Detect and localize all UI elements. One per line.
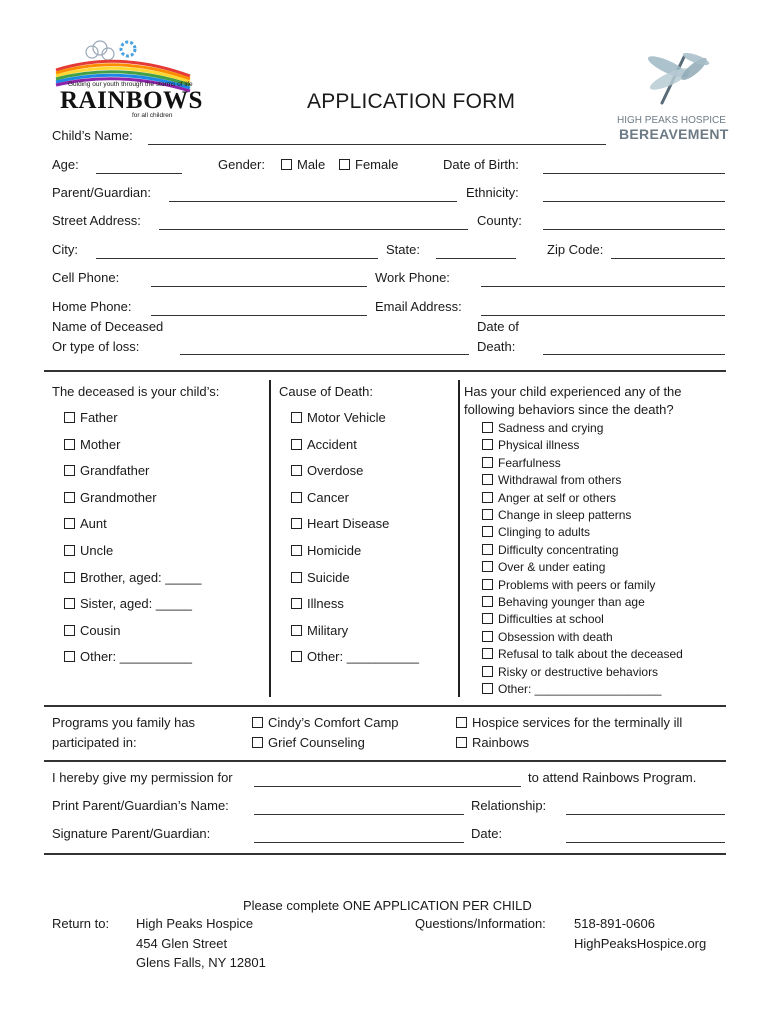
deceased-label-line2: Or type of loss: [52, 339, 140, 354]
checkbox[interactable] [291, 598, 302, 609]
programs-label-line2: participated in: [52, 735, 137, 750]
checkbox[interactable] [64, 439, 75, 450]
checkbox[interactable] [482, 439, 493, 450]
relation-label: Grandmother [80, 489, 157, 505]
female-checkbox[interactable] [339, 159, 350, 170]
cause-label: Suicide [307, 569, 350, 585]
relation-option[interactable] [64, 410, 118, 426]
checkbox[interactable] [64, 598, 75, 609]
state-label: State: [386, 242, 420, 257]
checkbox[interactable] [64, 545, 75, 556]
childs-name-label: Child’s Name: [52, 128, 133, 143]
behavior-option[interactable] [482, 491, 616, 506]
relation-label: Sister, aged: _____ [80, 596, 193, 612]
work-phone-field[interactable] [481, 286, 725, 287]
hph-logo-line1: HIGH PEAKS HOSPICE [617, 115, 726, 126]
program-label: Grief Counseling [268, 735, 365, 750]
checkbox[interactable] [64, 572, 75, 583]
state-field[interactable] [436, 258, 516, 259]
cause-option[interactable] [291, 623, 348, 639]
checkbox[interactable] [482, 631, 493, 642]
date-of-death-field[interactable] [543, 354, 725, 355]
behavior-label: Over & under eating [498, 560, 606, 575]
gender-male-option[interactable] [281, 157, 325, 173]
behavior-option[interactable] [482, 525, 590, 540]
checkbox[interactable] [482, 526, 493, 537]
behavior-label: Anger at self or others [498, 490, 617, 505]
page-title: APPLICATION FORM [307, 90, 516, 113]
street-field[interactable] [159, 229, 468, 230]
relation-option[interactable] [64, 463, 149, 479]
relation-label: Grandfather [80, 463, 150, 479]
relation-label: Uncle [80, 543, 114, 558]
cause-option[interactable] [291, 570, 350, 586]
relation-option[interactable] [64, 490, 157, 506]
cause-label: Heart Disease [307, 516, 390, 532]
relation-label: Other: __________ [80, 649, 193, 665]
cause-option[interactable] [291, 649, 419, 665]
rainbows-name: RAINBOWS [60, 87, 203, 114]
checkbox[interactable] [482, 474, 493, 485]
dob-field[interactable] [543, 173, 725, 174]
relation-option[interactable] [64, 543, 113, 559]
cause-option[interactable] [291, 410, 386, 426]
behavior-option[interactable] [482, 647, 683, 662]
high-peaks-logo [614, 45, 729, 145]
checkbox[interactable] [482, 492, 493, 503]
print-name-label: Print Parent/Guardian’s Name: [52, 798, 229, 813]
behavior-label: Obsession with death [498, 629, 613, 644]
checkbox[interactable] [482, 544, 493, 555]
checkbox[interactable] [252, 737, 263, 748]
checkbox[interactable] [64, 492, 75, 503]
behavior-label: Clinging to adults [498, 525, 591, 540]
checkbox[interactable] [64, 412, 75, 423]
behavior-option[interactable] [482, 438, 579, 453]
permission-child-field[interactable] [254, 786, 521, 787]
programs-label-line1: Programs you family has [52, 715, 196, 730]
checkbox[interactable] [291, 545, 302, 556]
behavior-option[interactable] [482, 543, 619, 558]
cell-phone-label: Cell Phone: [52, 270, 120, 285]
cause-option[interactable] [291, 463, 363, 479]
cause-label: Overdose [307, 463, 364, 479]
relation-label: Aunt [80, 516, 107, 532]
date-of-death-label-line1: Date of [477, 319, 519, 334]
checkbox[interactable] [291, 465, 302, 476]
cause-label: Motor Vehicle [307, 410, 386, 425]
cause-option[interactable] [291, 516, 389, 532]
checkbox[interactable] [252, 717, 263, 728]
behavior-option[interactable] [482, 508, 631, 523]
relation-option[interactable] [64, 596, 192, 612]
behavior-option[interactable] [482, 612, 604, 627]
rainbows-logo [50, 38, 212, 120]
relation-option[interactable] [64, 516, 107, 532]
checkbox[interactable] [291, 572, 302, 583]
checkbox[interactable] [456, 717, 467, 728]
column-divider [458, 380, 460, 697]
home-phone-field[interactable] [151, 315, 367, 316]
checkbox[interactable] [482, 666, 493, 677]
dob-label: Date of Birth: [443, 157, 519, 172]
rainbows-tagline: Guiding our youth through the storms of life [68, 81, 193, 88]
cause-label: Homicide [307, 543, 362, 558]
email-label: Email Address: [375, 299, 462, 314]
male-checkbox[interactable] [281, 159, 292, 170]
county-label: County: [477, 213, 522, 228]
program-label: Hospice services for the terminally ill [472, 715, 683, 730]
behavior-label: Sadness and crying [498, 421, 604, 435]
behavior-label: Problems with peers or family [498, 577, 656, 592]
checkbox[interactable] [64, 625, 75, 636]
email-field[interactable] [481, 315, 725, 316]
checkbox[interactable] [482, 683, 493, 694]
relation-option[interactable] [64, 623, 120, 639]
behavior-label: Behaving younger than age [498, 595, 645, 609]
parent-guardian-label: Parent/Guardian: [52, 185, 152, 200]
male-label: Male [297, 157, 326, 172]
behavior-label: Difficulty concentrating [498, 542, 619, 557]
phone-number: 518-891-0606 [574, 916, 655, 931]
footer-note: Please complete ONE APPLICATION PER CHILD [243, 898, 532, 913]
return-to-label: Return to: [52, 916, 110, 931]
behaviors-heading-line2: following behaviors since the death? [464, 402, 674, 417]
behavior-option[interactable] [482, 456, 561, 471]
checkbox[interactable] [291, 625, 302, 636]
permission-suffix: to attend Rainbows Program. [528, 770, 697, 785]
cause-option[interactable] [291, 437, 357, 453]
gender-label: Gender: [218, 157, 265, 172]
county-field[interactable] [543, 229, 725, 230]
age-label: Age: [52, 157, 79, 172]
cause-option[interactable] [291, 596, 344, 612]
behavior-label: Difficulties at school [498, 612, 604, 627]
cause-label: Military [307, 622, 349, 638]
city-field[interactable] [96, 258, 378, 259]
behavior-label: Refusal to talk about the deceased [498, 647, 683, 662]
relation-label: Father [80, 410, 118, 425]
relation-option[interactable] [64, 437, 120, 453]
checkbox[interactable] [482, 596, 493, 607]
column-divider [269, 380, 271, 697]
cause-label: Cancer [307, 489, 349, 505]
date-of-death-label-line2: Death: [477, 339, 516, 354]
signature-field[interactable] [254, 842, 464, 843]
childs-name-field[interactable] [148, 144, 606, 145]
female-label: Female [355, 157, 399, 172]
rainbows-subtitle: for all children [132, 112, 173, 119]
deceased-field[interactable] [180, 354, 469, 355]
relationship-field[interactable] [566, 814, 725, 815]
address-line: High Peaks Hospice [136, 916, 254, 931]
behavior-option[interactable] [482, 595, 645, 610]
address-line: 454 Glen Street [136, 936, 228, 951]
behavior-option[interactable] [482, 578, 655, 593]
behavior-option[interactable] [482, 421, 603, 436]
program-label: Cindy’s Comfort Camp [268, 715, 399, 730]
section-divider [44, 760, 726, 762]
zip-label: Zip Code: [547, 242, 604, 257]
relation-label: Brother, aged: _____ [80, 569, 202, 585]
date-label: Date: [471, 826, 503, 841]
behavior-option[interactable] [482, 665, 658, 680]
relation-label: Cousin [80, 622, 121, 638]
cause-option[interactable] [291, 490, 349, 506]
behavior-option[interactable] [482, 560, 605, 575]
work-phone-label: Work Phone: [375, 270, 450, 285]
relation-label: Mother [80, 436, 121, 452]
questions-label: Questions/Information: [415, 916, 546, 931]
section-divider [44, 370, 726, 372]
zip-field[interactable] [611, 258, 725, 259]
relation-option[interactable] [64, 649, 192, 665]
print-name-field[interactable] [254, 814, 464, 815]
behavior-label: Fearfulness [498, 455, 561, 470]
permission-prefix: I hereby give my permission for [52, 770, 233, 785]
relationship-label: Relationship: [471, 798, 547, 813]
program-option[interactable] [252, 735, 365, 751]
ethnicity-label: Ethnicity: [466, 185, 519, 200]
home-phone-label: Home Phone: [52, 299, 132, 314]
checkbox[interactable] [64, 651, 75, 662]
section-divider [44, 853, 726, 855]
checkbox[interactable] [64, 465, 75, 476]
checkbox[interactable] [482, 648, 493, 659]
behavior-label: Risky or destructive behaviors [498, 664, 659, 679]
cause-heading: Cause of Death: [279, 384, 373, 399]
date-field[interactable] [566, 842, 725, 843]
behaviors-heading-line1: Has your child experienced any of the [464, 384, 682, 399]
section-divider [44, 705, 726, 707]
cause-label: Other: __________ [307, 649, 420, 665]
behavior-label: Withdrawal from others [498, 473, 622, 488]
checkbox[interactable] [291, 439, 302, 450]
hph-logo-line2: BEREAVEMENT [619, 126, 729, 142]
behavior-label: Physical illness [498, 438, 580, 453]
deceased-label-line1: Name of Deceased [52, 319, 164, 334]
checkbox[interactable] [482, 457, 493, 468]
parent-guardian-field[interactable] [169, 201, 457, 202]
program-option[interactable] [456, 715, 682, 731]
street-label: Street Address: [52, 213, 141, 228]
program-label: Rainbows [472, 735, 530, 750]
signature-label: Signature Parent/Guardian: [52, 826, 211, 841]
checkbox[interactable] [456, 737, 467, 748]
age-field[interactable] [96, 173, 182, 174]
checkbox[interactable] [291, 492, 302, 503]
checkbox[interactable] [64, 518, 75, 529]
checkbox[interactable] [482, 422, 493, 433]
relation-heading: The deceased is your child’s: [52, 384, 220, 399]
behavior-option[interactable] [482, 473, 621, 488]
cell-phone-field[interactable] [151, 286, 367, 287]
address-line: Glens Falls, NY 12801 [136, 955, 266, 970]
checkbox[interactable] [482, 509, 493, 520]
dragonfly-icon [614, 45, 726, 115]
checkbox[interactable] [291, 518, 302, 529]
behavior-label: Other: ___________________ [498, 682, 662, 696]
checkbox[interactable] [482, 579, 493, 590]
behavior-label: Change in sleep patterns [498, 508, 632, 522]
checkbox[interactable] [482, 561, 493, 572]
gender-female-option[interactable] [339, 157, 398, 173]
cause-label: Accident [307, 436, 357, 452]
checkbox[interactable] [291, 651, 302, 662]
relation-option[interactable] [64, 570, 201, 586]
checkbox[interactable] [291, 412, 302, 423]
behavior-option[interactable] [482, 630, 613, 645]
city-label: City: [52, 242, 78, 257]
program-option[interactable] [456, 735, 529, 751]
ethnicity-field[interactable] [543, 201, 725, 202]
cause-option[interactable] [291, 543, 361, 559]
program-option[interactable] [252, 715, 399, 731]
cause-label: Illness [307, 596, 344, 612]
website: HighPeaksHospice.org [574, 936, 707, 951]
checkbox[interactable] [482, 613, 493, 624]
behavior-option[interactable] [482, 682, 661, 697]
